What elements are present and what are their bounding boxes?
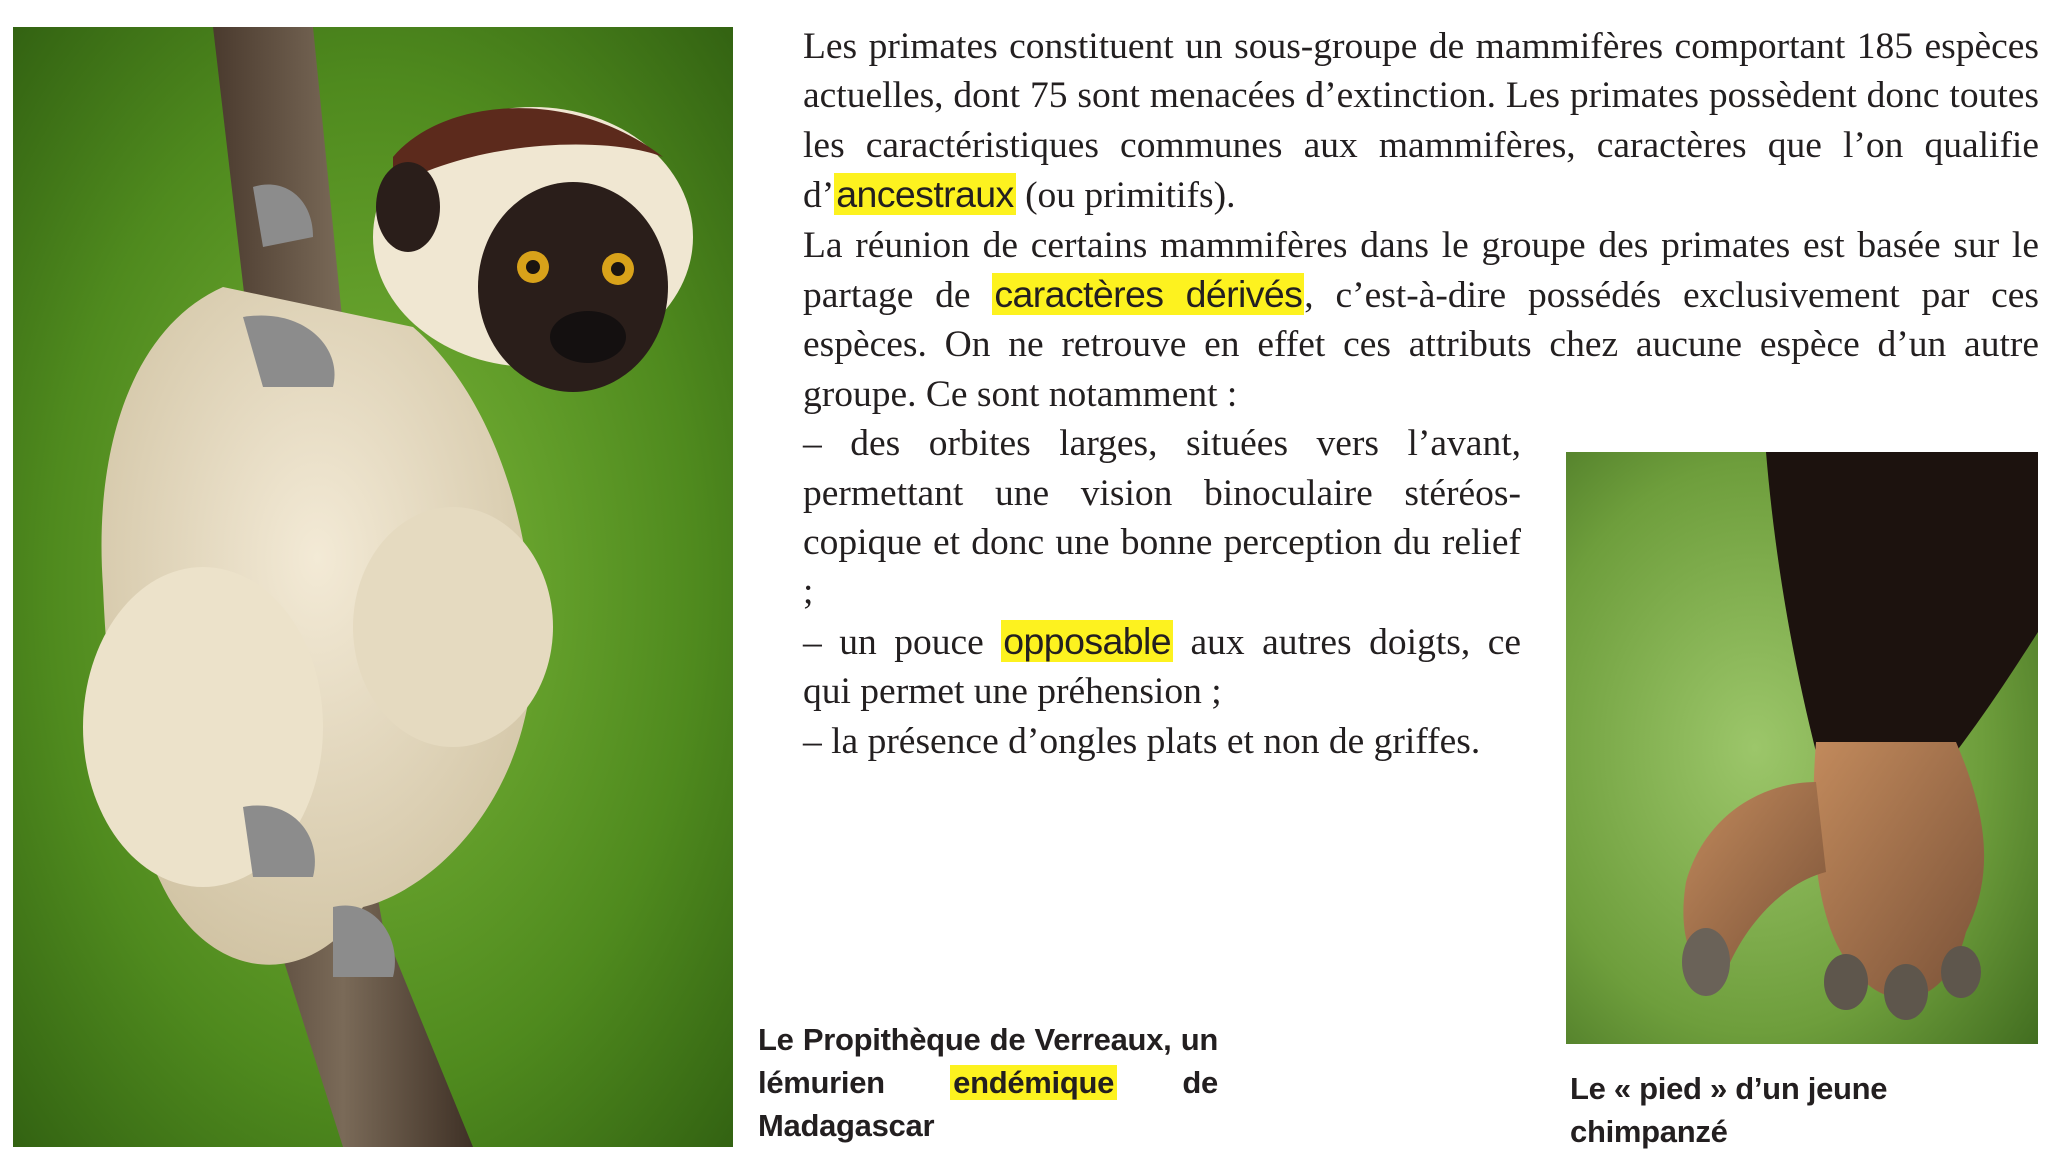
text-segment: Le Propithèque de Verreaux, un lémurien	[758, 1022, 1218, 1100]
highlighted-term: opposable	[1003, 619, 1171, 662]
text-segment: , c’est-à-dire possédés exclusivement par ces espèces. On ne retrouve en effet ces attributs chez aucune espèce d’un autre groupe. Ce sont notamment :	[803, 275, 2039, 415]
lemur-photo	[13, 27, 733, 1147]
list-item	[803, 717, 1521, 766]
list-item	[803, 617, 1521, 717]
text-segment: La réunion de certains mammifères dans le groupe des primates est basée sur le partage de	[803, 224, 2039, 317]
highlighted-term: ancestraux	[836, 173, 1014, 216]
text-segment: – des orbites larges, situées vers l’avant, permettant une vision binoculaire stéréoscopique et donc une bonne perception du relief ;	[803, 423, 1521, 613]
paragraph-primitive-traits	[803, 22, 2039, 221]
text-segment: – un pouce	[803, 621, 1002, 663]
text-segment: Le « pied » d’un jeune chimpanzé	[1570, 1071, 1888, 1149]
text-segment: aux autres doigts, ce qui permet une préhension ;	[803, 621, 1521, 713]
paragraph-derived-traits	[803, 221, 2039, 420]
chimp-caption	[1570, 1067, 2040, 1153]
text-segment: – la présence d’ongles plats et non de griffes.	[803, 720, 1481, 762]
chimp-foot-photo	[1566, 452, 2038, 1044]
text-segment: Les primates constituent un sous-groupe de mammifères comportant 185 espèces actuelles, dont 75 sont menacées d’extinction. Les primates possèdent donc toutes les caractéristiques communes aux mammifères, caractères que l’on qualifie d’	[803, 26, 2039, 217]
lemur-illustration	[13, 27, 733, 1147]
text-segment: de Madagascar	[758, 1065, 1218, 1143]
highlighted-term: endémique	[950, 1065, 1117, 1100]
derived-traits-list	[803, 419, 1521, 766]
text-segment: (ou primitifs).	[1015, 175, 1236, 217]
chimp-foot-illustration	[1566, 452, 2038, 1044]
list-item	[803, 419, 1521, 617]
lemur-caption	[758, 1018, 1218, 1147]
highlighted-term: caractères dérivés	[994, 273, 1303, 316]
